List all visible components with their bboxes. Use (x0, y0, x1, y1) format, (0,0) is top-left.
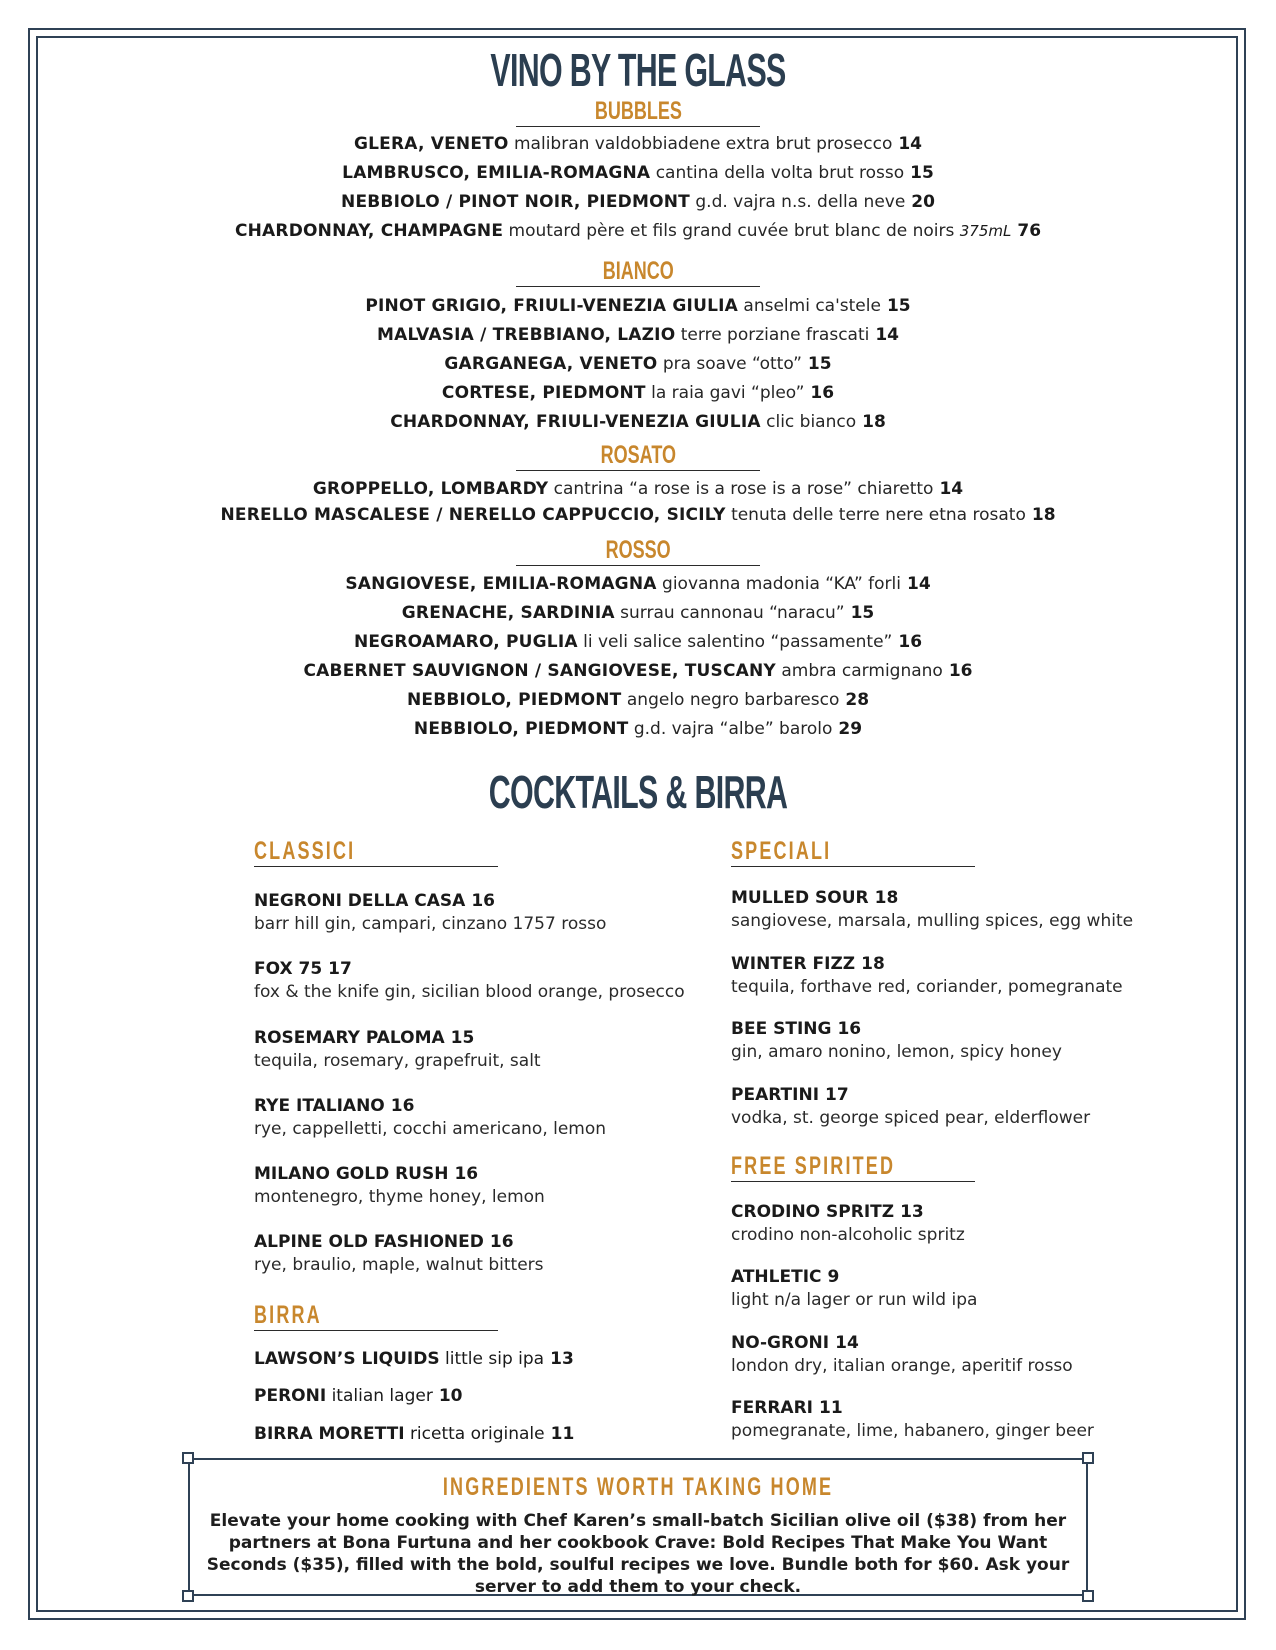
promo-title: INGREDIENTS WORTH TAKING HOME (442, 1473, 834, 1501)
rosato-heading: ROSATO (516, 440, 760, 471)
wine-item: SANGIOVESE, EMILIA-ROMAGNA giovanna madonia “KA” forli 14 (345, 574, 931, 594)
wine-item: CABERNET SAUVIGNON / SANGIOVESE, TUSCANY ambra carmignano 16 (303, 661, 973, 681)
bubbles-list (0, 130, 1276, 246)
wine-item: GLERA, VENETO malibran valdobbiadene extra brut prosecco 14 (353, 134, 923, 154)
speciali-heading: SPECIALI (731, 836, 975, 867)
cocktail-item: ALPINE OLD FASHIONED 16 rye, braulio, maple, walnut bitters (254, 1232, 544, 1275)
promo-text: Elevate your home cooking with Chef Karen’s small-batch Sicilian olive oil ($38) from her partners at Bona Furtuna and her cookbook Crave: Bold Recipes That Make You Want Seconds ($35), filled with the bold, soulful recipes we love. Bundle both for $60. Ask your server to add them to your check. (206, 1511, 1070, 1597)
rosso-list (0, 570, 1276, 744)
wine-item: NEBBIOLO / PINOT NOIR, PIEDMONT g.d. vajra n.s. della neve 20 (341, 192, 935, 212)
cocktail-item: MILANO GOLD RUSH 16 montenegro, thyme honey, lemon (254, 1164, 545, 1207)
vino-title: VINO BY THE GLASS (490, 44, 786, 96)
cocktail-item: ATHLETIC 9 light n/a lager or run wild ipa (731, 1267, 978, 1310)
promo-corner-ornament (182, 1452, 194, 1464)
wine-item: CORTESE, PIEDMONT la raia gavi “pleo” 16 (441, 383, 835, 403)
wine-item: LAMBRUSCO, EMILIA-ROMAGNA cantina della volta brut rosso 15 (342, 163, 934, 183)
wine-item: GARGANEGA, VENETO pra soave “otto” 15 (444, 354, 832, 374)
cocktail-item: NEGRONI DELLA CASA 16 barr hill gin, campari, cinzano 1757 rosso (254, 891, 607, 934)
bianco-list (0, 292, 1276, 437)
classici-heading: CLASSICI (254, 836, 498, 867)
wine-item: CHARDONNAY, FRIULI-VENEZIA GIULIA clic bianco 18 (390, 412, 886, 432)
cocktail-item: FERRARI 11 pomegranate, lime, habanero, ginger beer (731, 1398, 1094, 1441)
cocktail-item: MULLED SOUR 18 sangiovese, marsala, mulling spices, egg white (731, 888, 1134, 931)
promo-corner-ornament (182, 1590, 194, 1602)
cocktail-item: BEE STING 16 gin, amaro nonino, lemon, spicy honey (731, 1019, 1062, 1062)
cocktail-item: ROSEMARY PALOMA 15 tequila, rosemary, grapefruit, salt (254, 1028, 541, 1071)
cocktail-item: RYE ITALIANO 16 rye, cappelletti, cocchi americano, lemon (254, 1096, 607, 1139)
rosato-list (0, 476, 1276, 528)
beer-item: PERONI italian lager 10 (254, 1386, 463, 1406)
rosso-heading: ROSSO (516, 535, 760, 566)
cocktail-item: WINTER FIZZ 18 tequila, forthave red, coriander, pomegranate (731, 954, 1123, 997)
bianco-heading: BIANCO (516, 256, 760, 287)
cocktail-item: NO-GRONI 14 london dry, italian orange, aperitif rosso (731, 1333, 1073, 1376)
wine-item: MALVASIA / TREBBIANO, LAZIO terre porziane frascati 14 (376, 325, 900, 345)
promo-corner-ornament (1082, 1590, 1094, 1602)
wine-item: GROPPELLO, LOMBARDY cantrina “a rose is a rose is a rose” chiaretto 14 (312, 479, 964, 499)
cocktails-title: COCKTAILS & BIRRA (488, 766, 788, 818)
free-spirited-heading: FREE SPIRITED (731, 1151, 975, 1182)
wine-item: GRENACHE, SARDINIA surrau cannonau “naracu” 15 (401, 603, 875, 623)
wine-item: NEGROAMARO, PUGLIA li veli salice salentino “passamente” 16 (353, 632, 923, 652)
beer-item: BIRRA MORETTI ricetta originale 11 (254, 1424, 575, 1444)
cocktail-item: FOX 75 17 fox & the knife gin, sicilian blood orange, prosecco (254, 959, 685, 1002)
wine-item: NEBBIOLO, PIEDMONT g.d. vajra “albe” barolo 29 (413, 719, 863, 739)
birra-heading: BIRRA (254, 1300, 498, 1331)
wine-item: NEBBIOLO, PIEDMONT angelo negro barbaresco 28 (406, 690, 870, 710)
beer-item: LAWSON’S LIQUIDS little sip ipa 13 (254, 1349, 574, 1369)
bubbles-heading: BUBBLES (516, 96, 760, 127)
cocktail-item: PEARTINI 17 vodka, st. george spiced pear, elderflower (731, 1085, 1091, 1128)
promo-corner-ornament (1082, 1452, 1094, 1464)
cocktail-item: CRODINO SPRITZ 13 crodino non-alcoholic spritz (731, 1202, 965, 1245)
wine-item: NERELLO MASCALESE / NERELLO CAPPUCCIO, SICILY tenuta delle terre nere etna rosato 18 (220, 505, 1056, 525)
wine-item: PINOT GRIGIO, FRIULI-VENEZIA GIULIA anselmi ca'stele 15 (365, 296, 911, 316)
wine-item: CHARDONNAY, CHAMPAGNE moutard père et fils grand cuvée brut blanc de noirs 375mL 76 (234, 221, 1042, 241)
